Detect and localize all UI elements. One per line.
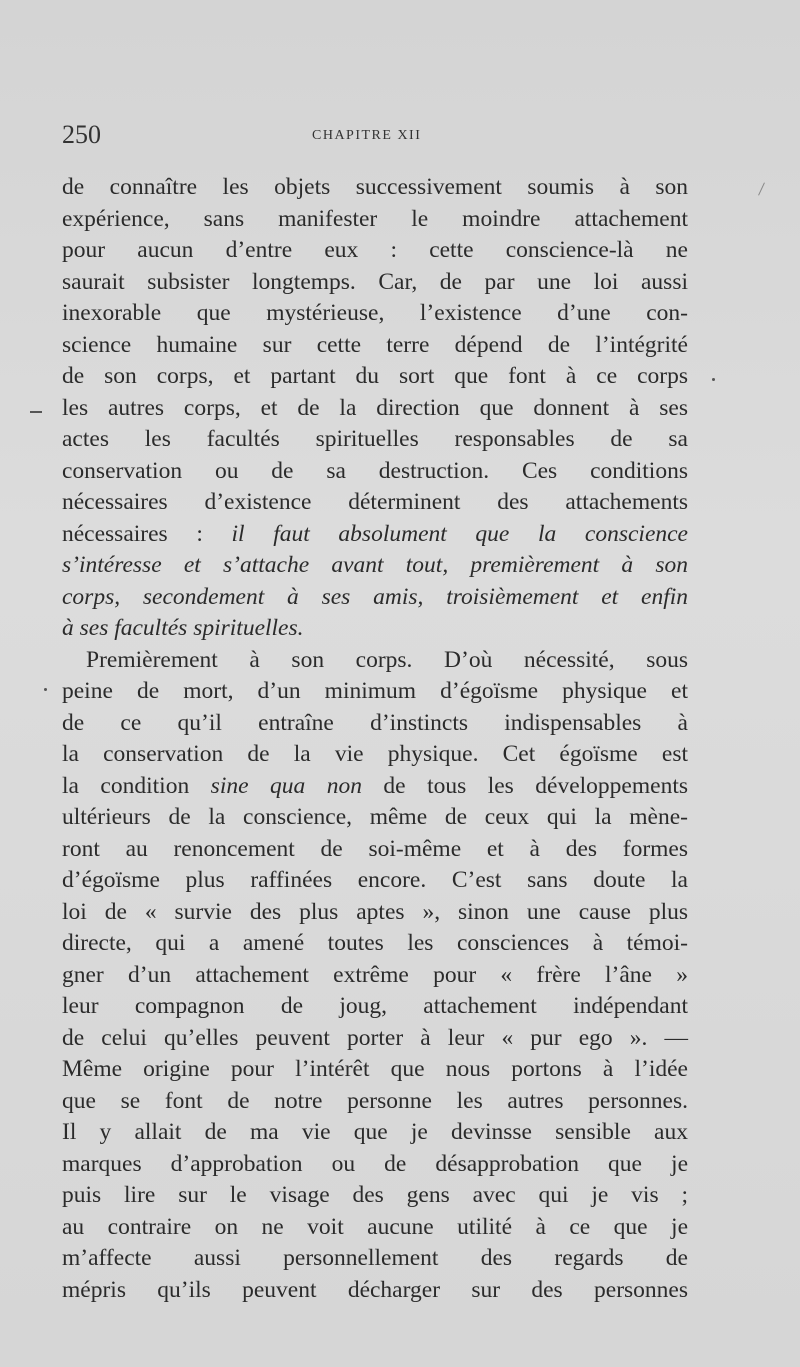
paragraph-first-line: Premièrement à son corps. D’où nécessité, sous [86,646,688,673]
text-line: expérience, sans manifester le moindre attachement [62,205,688,232]
text-line: m’affecte aussi personnellement des regards de [62,1245,688,1271]
text-line: science humaine sur cette terre dépend de l’intégrité [62,331,688,358]
italic-text-run: il faut absolument que la conscience [231,520,688,547]
text-line: la conservation de la vie physique. Cet égoïsme est [62,741,688,767]
text-line: ront au renoncement de soi-même et à des formes [62,835,688,862]
margin-dash-mark [30,411,42,413]
page-header [62,120,692,156]
page-number: 250 [62,120,101,149]
text-line: conservation ou de sa destruction. Ces conditions [62,457,688,484]
text-line: de ce qu’il entraîne d’instincts indispensables à [62,709,688,736]
text-line: leur compagnon de joug, attachement indépendant [62,993,688,1019]
text-run: nécessaires : [62,520,232,547]
italic-text-line: s’intéresse et s’attache avant tout, premièrement à son [62,552,688,578]
text-line: de son corps, et partant du sort que font à ce corps [62,363,688,389]
text-line: ultérieurs de la conscience, même de ceux qui la mène- [62,804,688,830]
text-line: actes les facultés spirituelles responsables de sa [62,426,688,452]
italic-text-line: à ses facultés spirituelles. [62,615,304,641]
text-line: mépris qu’ils peuvent décharger sur des personnes [62,1276,688,1303]
text-line: saurait subsister longtemps. Car, de par une loi aussi [62,268,688,295]
text-line: nécessaires d’existence déterminent des attachements [62,489,688,515]
text-line: de celui qu’elles peuvent porter à leur « pur ego ». — [62,1024,688,1051]
text-line-mixed [62,771,688,803]
text-line: inexorable que mystérieuse, l’existence d’une con- [62,300,688,326]
text-line: pour aucun d’entre eux : cette conscience-là ne [62,237,688,263]
text-line-mixed [62,519,688,551]
text-line: Même origine pour l’intérêt que nous portons à l’idée [62,1056,688,1082]
italic-text-run: sine qua non [210,772,362,799]
text-line: puis lire sur le visage des gens avec qui je vis ; [62,1182,688,1208]
margin-dot-mark [712,378,715,381]
text-line: les autres corps, et de la direction que donnent à ses [62,394,688,421]
text-line: loi de « survie des plus aptes », sinon une cause plus [62,898,688,925]
text-run: de tous les développements [361,772,688,799]
text-line: Il y allait de ma vie que je devinsse sensible aux [62,1119,688,1145]
text-line: directe, qui a amené toutes les consciences à témoi- [62,930,688,956]
text-line: d’égoïsme plus raffinées encore. C’est sans doute la [62,867,688,893]
text-line: gner d’un attachement extrême pour « frère l’âne » [62,961,688,988]
text-line: que se font de notre personne les autres personnes. [62,1087,688,1114]
text-line: peine de mort, d’un minimum d’égoïsme physique et [62,678,688,704]
text-line: marques d’approbation ou de désapprobation que je [62,1150,688,1177]
running-head: CHAPITRE XII [312,128,422,143]
margin-dot-mark [44,688,47,691]
text-line: au contraire on ne voit aucune utilité à ce que je [62,1213,688,1240]
text-run: la condition [62,772,211,799]
italic-text-line: corps, secondement à ses amis, troisièmement et enfin [62,583,688,610]
text-line: de connaître les objets successivement soumis à son [62,174,688,200]
margin-tick-mark [758,182,765,195]
body-text [62,172,688,1306]
